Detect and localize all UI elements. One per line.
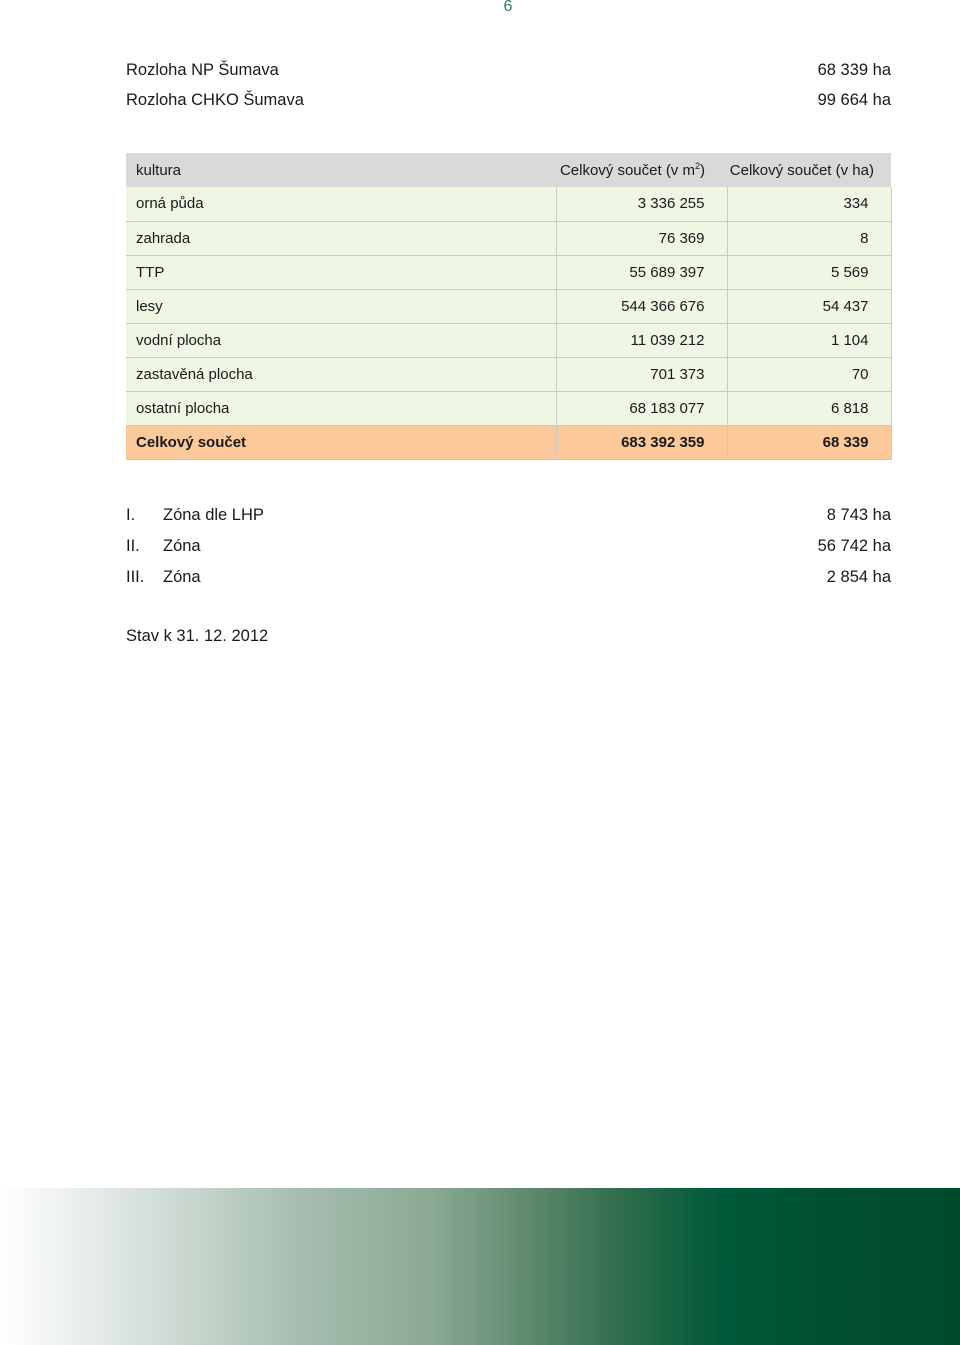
cell-kultura: orná půda [126,187,556,221]
cell-ha: 5 569 [727,255,891,289]
table-row [126,391,891,425]
area-label: Rozloha CHKO Šumava [126,91,304,109]
cell-kultura: ostatní plocha [126,391,556,425]
land-use-table [126,153,892,460]
cell-m2: 76 369 [556,221,727,255]
area-value: 99 664 ha [817,91,891,109]
cell-kultura: vodní plocha [126,323,556,357]
table-row [126,323,891,357]
cell-m2: 55 689 397 [556,255,727,289]
cell-ha: 334 [727,187,891,221]
zone-value: 8 743 ha [826,506,891,524]
zone-label: Zóna [163,537,201,555]
area-value: 68 339 ha [817,61,891,79]
cell-ha: 70 [727,357,891,391]
area-label: Rozloha NP Šumava [126,61,279,79]
table-row [126,255,891,289]
table-row [126,289,891,323]
cell-m2: 11 039 212 [556,323,727,357]
zone-row [126,534,891,565]
cell-kultura: zastavěná plocha [126,357,556,391]
zone-label: Zóna [163,568,201,586]
area-row-np [126,58,891,88]
table-total-row [126,425,891,459]
cell-kultura: TTP [126,255,556,289]
table-row [126,357,891,391]
zone-number: III. [126,568,145,586]
zone-number: I. [126,506,136,524]
zone-row [126,565,891,596]
cell-kultura: zahrada [126,221,556,255]
cell-ha: 8 [727,221,891,255]
zones-list [126,503,891,596]
area-row-chko [126,88,891,118]
header-total-m2: Celkový součet (v $m^2$) [556,153,727,187]
cell-m2: 68 183 077 [556,391,727,425]
cell-ha: 6 818 [727,391,891,425]
zone-value: 2 854 ha [826,568,891,586]
header-kultura: kultura [126,153,556,187]
zone-value: 56 742 ha [817,537,891,555]
cell-m2: 3 336 255 [556,187,727,221]
table-row [126,221,891,255]
table-row [126,187,891,221]
status-date: Stav k 31. 12. 2012 [126,627,269,645]
page-number: 6 [503,0,513,15]
area-summary [126,58,891,118]
table-header-row [126,153,891,187]
cell-m2: 701 373 [556,357,727,391]
zone-label: Zóna dle LHP [163,506,264,524]
total-label: Celkový součet [126,425,556,459]
zone-row [126,503,891,534]
total-ha: 68 339 [727,425,891,459]
cell-ha: 54 437 [727,289,891,323]
cell-ha: 1 104 [727,323,891,357]
total-m2: 683 392 359 [556,425,727,459]
cell-m2: 544 366 676 [556,289,727,323]
header-total-ha: Celkový součet (v ha) [727,153,891,187]
cell-kultura: lesy [126,289,556,323]
footer-gradient-band [0,1188,960,1345]
zone-number: II. [126,537,140,555]
